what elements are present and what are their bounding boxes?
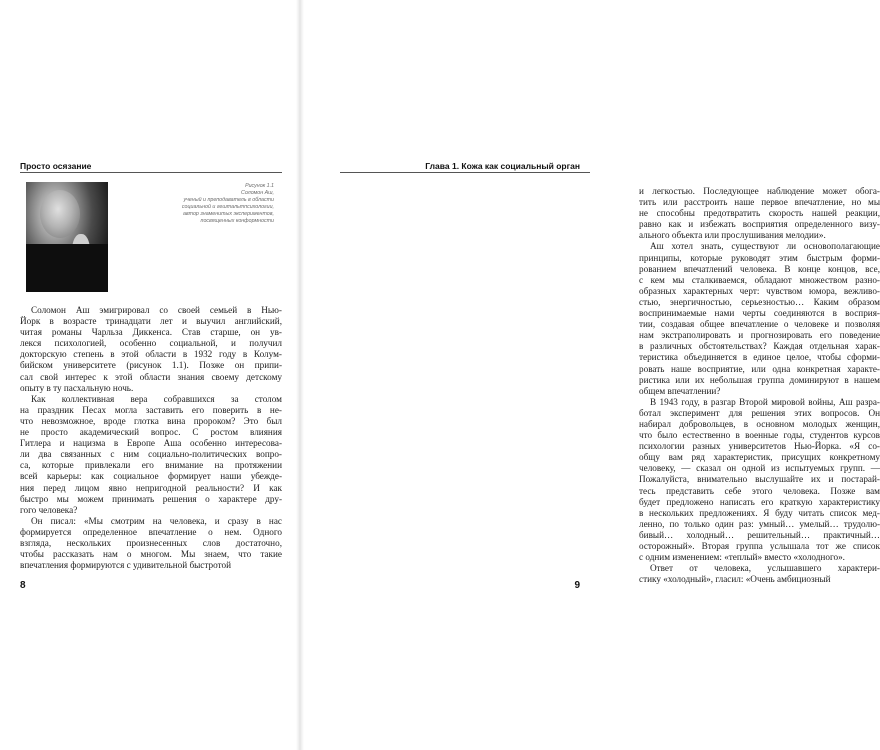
text-line: не просто академический вопрос. С ростом влияния (20, 427, 282, 438)
figure-photo-solomon-asch (26, 182, 108, 292)
text-line: бийском университете (рисунок 1.1). Позже он припи- (20, 360, 282, 371)
text-line: воспринимаемые нами черты соединяются в восприя- (639, 308, 880, 319)
text-line: с одним изменением: «теплый» вместо «холодного». (639, 552, 845, 563)
text-line: тесь представить себе этого человека. Позже вам (639, 485, 880, 496)
text-line: ристика или их небольшая группа доминируют в нашем (639, 374, 880, 385)
running-header-right: Глава 1. Кожа как социальный орган (425, 161, 580, 171)
text-line: человеку, — сказал он одной из испытуемых групп. — (639, 463, 880, 474)
text-line: Он писал: «Мы смотрим на человека, и сразу в нас (31, 515, 282, 526)
header-rule-left (20, 172, 282, 173)
text-line: что невозможное, вроде глотка вина пророком? Это был (20, 415, 282, 426)
text-line: впечатления формируются с удивительной быстротой (20, 560, 231, 571)
text-line: рованием впечатлений человека. В конце концов, все, (639, 263, 880, 274)
text-line: лекся психологией, особенно социальной, и получил (20, 338, 282, 349)
text-line: осторожный». Вторая группа услышала тот же список (639, 541, 880, 551)
text-line: на праздник Песах могла заставить его поверить в не- (20, 404, 282, 415)
text-line: бивый… холодный… решительный… практичный… (639, 529, 880, 540)
text-line: всей карьеры: как социальное формирует наши убежде- (20, 471, 282, 482)
caption-line: Соломон Аш, (241, 189, 274, 196)
text-line: чтобы рассказать нам о многом. Мы знаем, что такие (20, 549, 282, 560)
text-line: общу вам ряд характеристик, присущих конкретному (639, 452, 880, 463)
text-line: докторскую степень в этой области в 1932 году в Колум- (20, 349, 282, 360)
caption-line: ученый и преподаватель в области (183, 196, 274, 203)
running-header-left: Просто осязание (20, 161, 92, 171)
text-line: набирал добровольцев, в основном молодых женщин, (639, 418, 880, 429)
left-page (0, 0, 300, 750)
text-line: В 1943 году, в разгар Второй мировой войны, Аш разра- (650, 396, 880, 407)
text-line: ботал эксперимент для решения этих вопросов. Он (639, 407, 880, 418)
left-page-body-text (20, 305, 282, 571)
right-page-body-text (639, 186, 880, 585)
text-line: сал свой интерес к этой области знания своему детскому (20, 371, 282, 382)
text-line: Как коллективная вера собравшихся за столом (31, 393, 282, 404)
page-number-right: 9 (574, 580, 580, 591)
text-line: общем впечатлении? (639, 385, 721, 396)
caption-line: Рисунок 1.1 (245, 183, 274, 189)
text-line: стью, энергичностью, серьезностью… Каким образом (639, 296, 880, 307)
text-line: будет предложено написать его краткую характеристику (639, 496, 880, 507)
text-line: Аш хотел знать, существуют ли основополагающие (650, 241, 880, 252)
text-line: читая романы Чарльза Диккенса. Став старше, он ув- (20, 327, 282, 338)
caption-line: автор знаменитых экспериментов, (182, 210, 274, 217)
text-line: ленно, по только один раз: умный… умелый… трудолю- (639, 518, 880, 529)
text-line: са, которые привлекали его внимание на протяжении (20, 460, 282, 471)
text-line: Ответ от человека, услышавшего характери- (650, 563, 880, 574)
text-line: нам экстраполировать и прогнозировать его поведение (639, 330, 880, 341)
text-line: образных характерных черт: чувством юмора, вежливо- (639, 285, 880, 296)
text-line: принципы, которые руководят этим быстрым форми- (639, 252, 880, 263)
text-line: тии, создавая общее впечатление о человеке и позволяя (639, 319, 880, 330)
photo-body (26, 244, 108, 292)
text-line: Йорк в возрасте тринадцати лет и выучил английский, (20, 316, 282, 327)
caption-line: посвященных конформности (200, 217, 274, 224)
caption-line: социальной и гештальтпсихологии, (181, 203, 274, 210)
text-line: равно как и избежать восприятия определенного визу- (639, 219, 880, 230)
text-line: ровать наше восприятие, или одна конкретная характе- (639, 363, 880, 374)
text-line: не способны предотвратить скорость нашей реакции, (639, 208, 880, 219)
text-line: стику «холодный», гласил: «Очень амбициозный (639, 574, 831, 585)
photo-head (40, 190, 80, 238)
figure-caption (146, 183, 274, 224)
text-line: психологии разных университетов Нью-Йорка. «Я со- (639, 441, 880, 452)
text-line: теристика объединяется в единое целое, чтобы сформи- (639, 352, 880, 363)
text-line: что было естественно в военные годы, студентов курсов (639, 430, 880, 441)
text-line: и легкостью. Последующее наблюдение может обога- (639, 186, 880, 196)
text-line: Пожалуйста, внимательно выслушайте их и постарай- (639, 474, 880, 485)
text-line: формируется определенное впечатление о нем. Одного (20, 526, 282, 537)
text-line: с кем мы сталкиваемся, обладают множеством разно- (639, 274, 880, 285)
text-line: тить или расстроить наше первое впечатление, но мы (639, 197, 880, 208)
page-number-left: 8 (20, 580, 26, 591)
text-line: быстро мы можем принимать решения о характере дру- (20, 493, 282, 504)
text-line: опыту в ту пасхальную ночь. (20, 382, 134, 393)
text-line: гого человека? (20, 504, 78, 515)
text-line: ального объекта или прослушивания мелодии». (639, 230, 826, 241)
text-line: в различных обстоятельствах? Каждая отдельная харак- (639, 341, 880, 352)
text-line: Гитлера и нацизма в Европе Аша особенно интересова- (20, 438, 282, 449)
text-line: взгляда, нескольких произнесенных слов достаточно, (20, 537, 282, 548)
right-page (300, 0, 880, 750)
header-rule-right (340, 172, 590, 173)
text-line: в нескольких предложениях. Я буду читать список мед- (639, 507, 880, 518)
text-line: Соломон Аш эмигрировал со своей семьей в Нью- (31, 305, 282, 315)
text-line: ния перед лицом явно непригодной реальности? И как (20, 482, 282, 493)
text-line: ли два связанных с ним социально-политических вопро- (20, 449, 282, 460)
